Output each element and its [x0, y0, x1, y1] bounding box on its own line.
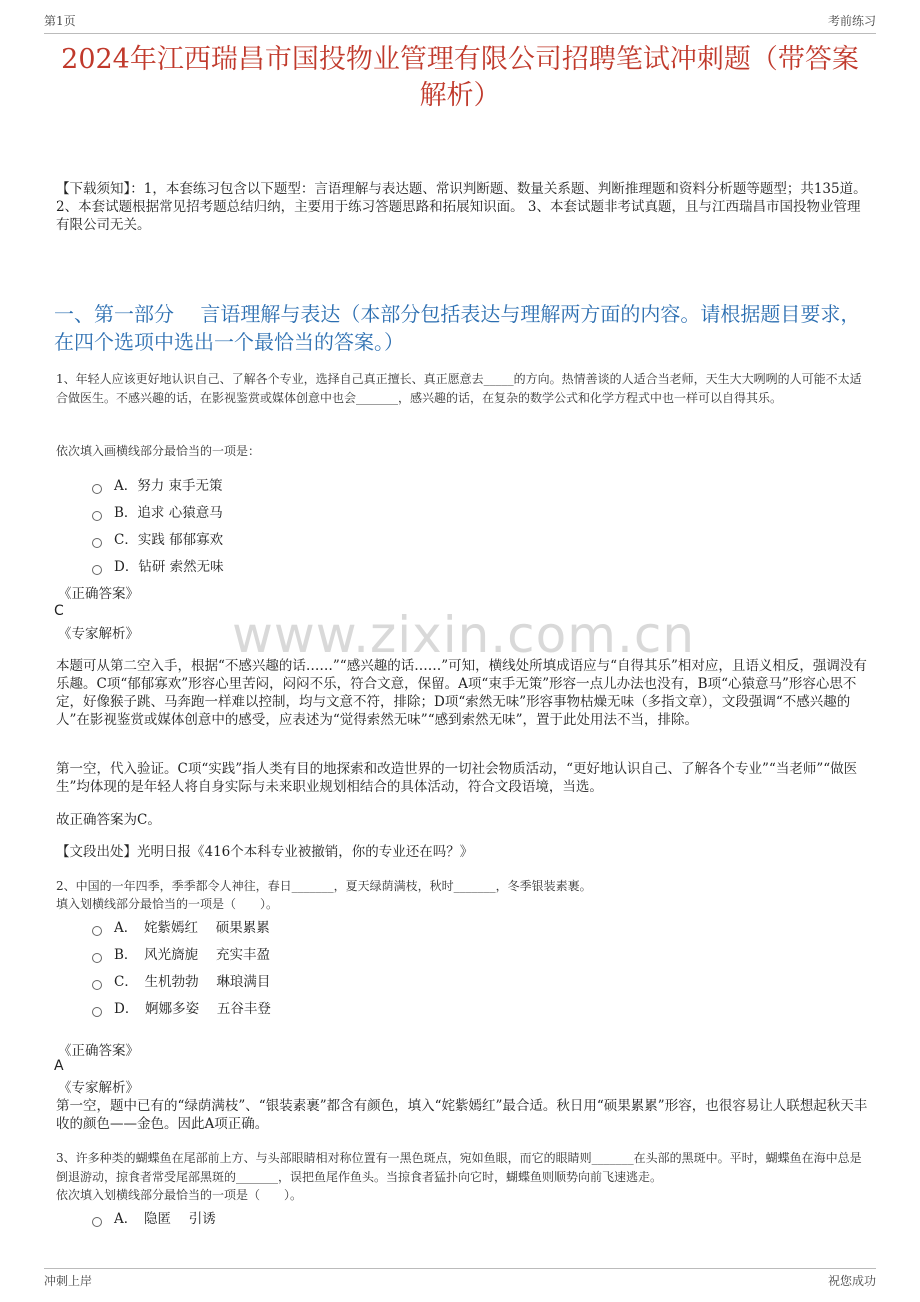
option-label: B．追求 心猿意马 [114, 505, 223, 521]
question-1-source: 【文段出处】光明日报《416个本科专业被撤销，你的专业还在吗？》 [56, 844, 474, 860]
download-notice: 【下载须知】：1，本套练习包含以下题型：言语理解与表达题、常识判断题、数量关系题、判断推理题和资料分析题等题型；共135道。 2、本套试题根据常见招考题总结归纳，主要用于练习答题思路和拓展知识面。 3、本套试题非考试真题，且与江西瑞昌市国投物业管理有限公司无关。 [56, 181, 867, 233]
question-2-option-b[interactable] [92, 946, 270, 964]
section-heading: 一、第一部分 言语理解与表达（本部分包括表达与理解两方面的内容。请根据题目要求，在四个选项中选出一个最恰当的答案。） [54, 302, 861, 354]
question-1-analysis-label: 《专家解析》 [58, 626, 139, 642]
option-label: D． 婀娜多姿 五谷丰登 [114, 1001, 271, 1017]
question-2-answer: A [54, 1058, 64, 1074]
question-1-analysis-1: 本题可从第二空入手，根据“不感兴趣的话……”“感兴趣的话……”可知，横线处所填成语应与“自得其乐”相对应，且语义相反，强调没有乐趣。C项“郁郁寡欢”形容心里苦闷，闷闷不乐，符合文意，保留。A项“束手无策”形容一点儿办法也没有，B项“心猿意马”形容心思不定，好像猴子跳、马奔跑一样难以控制，均与文意不符，排除；D项“索然无味”形容事物枯燥无味（多指文章），文段强调“不感兴趣的人”在影视鉴赏或媒体创意中的感受，应表述为“觉得索然无味”“感到索然无味”，置于此处用法不当，排除。 [56, 658, 867, 728]
option-label: A．努力 束手无策 [114, 478, 223, 494]
question-1-analysis-2: 第一空，代入验证。C项“实践”指人类有目的地探索和改造世界的一切社会物质活动，“更好地认识自己、了解各个专业”“当老师”“做医生”均体现的是年轻人将自身实际与未来职业规划相结合的具体活动，符合文段语境，当选。 [56, 761, 858, 795]
question-1-answer-label: 《正确答案》 [58, 586, 139, 602]
watermark: www.zixin.com.cn [232, 606, 696, 664]
question-1-analysis-3: 故正确答案为C。 [56, 812, 161, 828]
radio-icon[interactable] [92, 1217, 102, 1227]
option-label: B． 风光旖旎 充实丰盈 [114, 947, 270, 963]
question-1-stem: 1、年轻人应该更好地认识自己、了解各个专业，选择自己真正擅长、真正愿意去_____的方向。热情善谈的人适合当老师，天生大大咧咧的人可能不太适合做医生。不感兴趣的话，在影视鉴赏或媒体创意中也会_______，感兴趣的话，在复杂的数学公式和化学方程式中也一样可以自得其乐。 [56, 372, 862, 405]
question-1-prompt: 依次填入画横线部分最恰当的一项是： [56, 444, 261, 458]
question-1-answer: C [54, 603, 64, 619]
radio-icon[interactable] [92, 538, 102, 548]
header-divider [44, 33, 876, 34]
header-right-label: 考前练习 [827, 14, 876, 28]
footer-left-label: 冲刺上岸 [44, 1274, 93, 1288]
footer-divider [44, 1268, 876, 1269]
question-1-option-b[interactable] [92, 504, 223, 522]
question-1-option-a[interactable] [92, 477, 223, 495]
radio-icon[interactable] [92, 1007, 102, 1017]
question-2-option-c[interactable] [92, 973, 270, 991]
question-2-option-a[interactable] [92, 919, 270, 937]
radio-icon[interactable] [92, 511, 102, 521]
question-1-option-c[interactable] [92, 531, 223, 549]
question-3-option-a[interactable] [92, 1210, 216, 1228]
question-3-prompt: 依次填入划横线部分最恰当的一项是（ ）。 [56, 1188, 303, 1202]
question-2-answer-label: 《正确答案》 [58, 1043, 139, 1059]
radio-icon[interactable] [92, 926, 102, 936]
radio-icon[interactable] [92, 980, 102, 990]
document-title: 2024年江西瑞昌市国投物业管理有限公司招聘笔试冲刺题（带答案解析） [61, 44, 859, 111]
page-number: 第1页 [44, 14, 76, 28]
footer-right-label: 祝您成功 [827, 1274, 876, 1288]
radio-icon[interactable] [92, 953, 102, 963]
radio-icon[interactable] [92, 484, 102, 494]
radio-icon[interactable] [92, 565, 102, 575]
question-1-option-d[interactable] [92, 558, 224, 576]
option-label: A． 隐匿 引诱 [114, 1211, 216, 1227]
question-3-stem: 3、许多种类的蝴蝶鱼在尾部前上方、与头部眼睛相对称位置有一黑色斑点，宛如鱼眼，而它的眼睛则_______在头部的黑斑中。平时，蝴蝶鱼在海中总是倒退游动，掠食者常受尾部黑斑的_______，误把鱼尾作鱼头。当掠食者猛扑向它时，蝴蝶鱼则顺势向前飞速逃走。 [56, 1151, 862, 1184]
question-2-option-d[interactable] [92, 1000, 271, 1018]
question-2-stem: 2、中国的一年四季，季季都令人神往，春日_______，夏天绿荫满枝，秋时_______，冬季银装素裹。 [56, 879, 592, 893]
question-2-analysis-label: 《专家解析》 [58, 1080, 139, 1096]
option-label: D．钻研 索然无味 [114, 559, 224, 575]
question-2-prompt: 填入划横线部分最恰当的一项是（ ）。 [56, 897, 279, 911]
question-2-analysis: 第一空，题中已有的“绿荫满枝”、“银装素裹”都含有颜色，填入“姹紫嫣红”最合适。秋日用“硕果累累”形容，也很容易让人联想起秋天丰收的颜色——金色。因此A项正确。 [56, 1098, 868, 1132]
option-label: A． 姹紫嫣红 硕果累累 [114, 920, 270, 936]
option-label: C． 生机勃勃 琳琅满目 [114, 974, 271, 990]
option-label: C．实践 郁郁寡欢 [114, 532, 224, 548]
